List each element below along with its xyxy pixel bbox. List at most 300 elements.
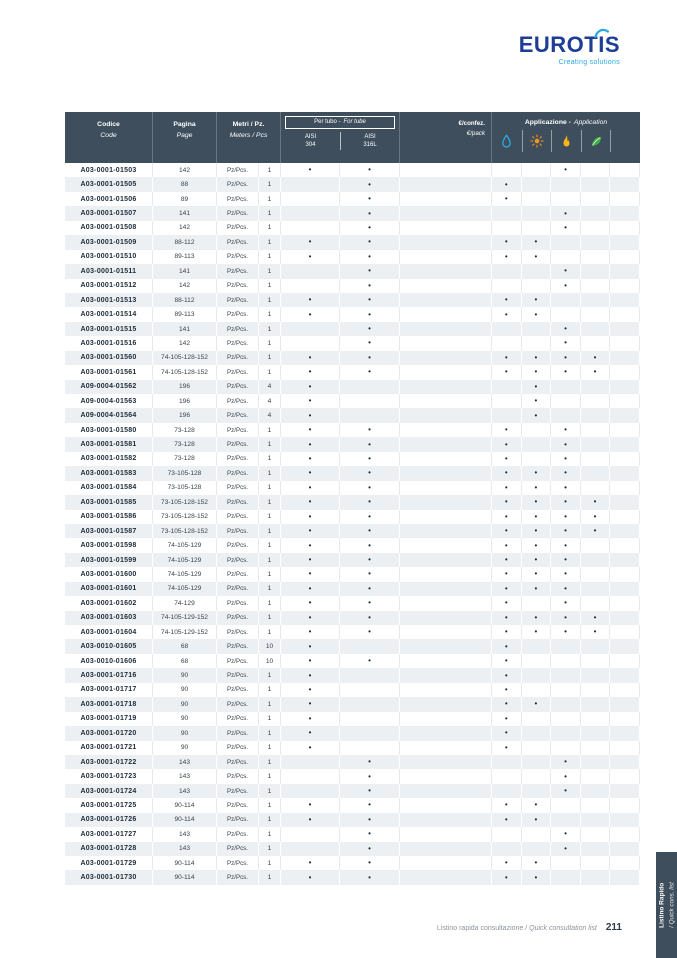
- cell-app-flame-icon: •: [551, 423, 581, 437]
- cell-aisi-316l: •: [340, 177, 400, 191]
- cell-qty: 1: [259, 538, 281, 552]
- cell-aisi-316l: •: [340, 625, 400, 639]
- cell-page: 142: [153, 163, 217, 177]
- cell-aisi-316l: •: [340, 784, 400, 798]
- cell-app-sun-icon: [522, 192, 552, 206]
- cell-unit: Pz/Pcs.: [217, 683, 259, 697]
- cell-app-leaf-icon: [581, 466, 611, 480]
- cell-app-sun-icon: [522, 668, 552, 682]
- water-drop-icon: [492, 130, 522, 152]
- cell-app-blank: [610, 250, 640, 264]
- cell-page: 141: [153, 206, 217, 220]
- cell-app-flame-icon: [551, 250, 581, 264]
- cell-app-blank: [610, 380, 640, 394]
- cell-aisi-316l: •: [340, 798, 400, 812]
- cell-app-blank: [610, 235, 640, 249]
- cell-qty: 10: [259, 654, 281, 668]
- cell-code: A03-0001-01725: [65, 798, 153, 812]
- cell-app-sun-icon: [522, 221, 552, 235]
- cell-app-blank: [610, 553, 640, 567]
- cell-qty: 1: [259, 235, 281, 249]
- cell-app-leaf-icon: •: [581, 365, 611, 379]
- cell-app-leaf-icon: [581, 798, 611, 812]
- table-row: [65, 279, 640, 293]
- table-row: [65, 206, 640, 220]
- cell-qty: 1: [259, 842, 281, 856]
- cell-page: 90: [153, 726, 217, 740]
- cell-page: 142: [153, 279, 217, 293]
- cell-app-leaf-icon: •: [581, 351, 611, 365]
- cell-app-leaf-icon: [581, 755, 611, 769]
- cell-pack-price: [400, 654, 492, 668]
- table-row: [65, 582, 640, 596]
- cell-app-flame-icon: •: [551, 163, 581, 177]
- cell-app-flame-icon: •: [551, 769, 581, 783]
- cell-aisi-316l: [340, 668, 400, 682]
- cell-unit: Pz/Pcs.: [217, 495, 259, 509]
- cell-qty: 1: [259, 813, 281, 827]
- cell-aisi-304: •: [281, 625, 340, 639]
- cell-unit: Pz/Pcs.: [217, 625, 259, 639]
- cell-app-sun-icon: •: [522, 235, 552, 249]
- cell-aisi-316l: •: [340, 365, 400, 379]
- cell-page: 196: [153, 380, 217, 394]
- cell-page: 90-114: [153, 870, 217, 884]
- cell-page: 196: [153, 408, 217, 422]
- cell-unit: Pz/Pcs.: [217, 322, 259, 336]
- cell-app-water-drop-icon: •: [492, 596, 522, 610]
- cell-app-leaf-icon: [581, 394, 611, 408]
- cell-app-leaf-icon: [581, 408, 611, 422]
- cell-aisi-316l: •: [340, 538, 400, 552]
- cell-page: 68: [153, 639, 217, 653]
- cell-unit: Pz/Pcs.: [217, 870, 259, 884]
- page-footer: [437, 922, 622, 933]
- cell-unit: Pz/Pcs.: [217, 611, 259, 625]
- cell-app-sun-icon: [522, 163, 552, 177]
- cell-app-water-drop-icon: •: [492, 856, 522, 870]
- cell-aisi-316l: [340, 394, 400, 408]
- cell-app-sun-icon: •: [522, 582, 552, 596]
- cell-pack-price: [400, 163, 492, 177]
- cell-pack-price: [400, 264, 492, 278]
- cell-app-blank: [610, 365, 640, 379]
- cell-pack-price: [400, 582, 492, 596]
- cell-aisi-316l: •: [340, 567, 400, 581]
- cell-app-sun-icon: [522, 712, 552, 726]
- cell-qty: 1: [259, 250, 281, 264]
- table-row: [65, 293, 640, 307]
- cell-aisi-304: [281, 177, 340, 191]
- cell-unit: Pz/Pcs.: [217, 510, 259, 524]
- cell-aisi-316l: [340, 683, 400, 697]
- cell-app-blank: [610, 741, 640, 755]
- cell-app-blank: [610, 351, 640, 365]
- cell-aisi-304: •: [281, 437, 340, 451]
- cell-app-blank: [610, 495, 640, 509]
- cell-pack-price: [400, 712, 492, 726]
- cell-qty: 1: [259, 177, 281, 191]
- cell-aisi-304: •: [281, 582, 340, 596]
- cell-app-leaf-icon: [581, 336, 611, 350]
- cell-qty: 1: [259, 221, 281, 235]
- cell-page: 90-114: [153, 798, 217, 812]
- cell-code: A03-0001-01509: [65, 235, 153, 249]
- cell-app-water-drop-icon: [492, 408, 522, 422]
- cell-app-flame-icon: [551, 712, 581, 726]
- cell-code: A03-0001-01585: [65, 495, 153, 509]
- cell-pack-price: [400, 380, 492, 394]
- cell-qty: 1: [259, 668, 281, 682]
- cell-app-sun-icon: •: [522, 380, 552, 394]
- cell-app-flame-icon: [551, 293, 581, 307]
- cell-aisi-316l: •: [340, 553, 400, 567]
- cell-pack-price: [400, 769, 492, 783]
- cell-app-sun-icon: [522, 336, 552, 350]
- cell-code: A03-0001-01721: [65, 741, 153, 755]
- cell-code: A03-0010-01606: [65, 654, 153, 668]
- cell-code: A09-0004-01563: [65, 394, 153, 408]
- cell-app-blank: [610, 784, 640, 798]
- cell-page: 89-113: [153, 307, 217, 321]
- table-row: [65, 596, 640, 610]
- cell-page: 73-128: [153, 437, 217, 451]
- cell-app-water-drop-icon: •: [492, 567, 522, 581]
- cell-pack-price: [400, 250, 492, 264]
- cell-app-leaf-icon: [581, 683, 611, 697]
- cell-app-leaf-icon: •: [581, 524, 611, 538]
- cell-app-leaf-icon: [581, 712, 611, 726]
- table-header: [65, 112, 640, 163]
- cell-app-blank: [610, 279, 640, 293]
- cell-unit: Pz/Pcs.: [217, 712, 259, 726]
- cell-app-blank: [610, 322, 640, 336]
- cell-app-blank: [610, 611, 640, 625]
- cell-app-water-drop-icon: •: [492, 712, 522, 726]
- cell-app-blank: [610, 668, 640, 682]
- cell-code: A03-0001-01718: [65, 697, 153, 711]
- cell-aisi-304: [281, 842, 340, 856]
- cell-app-water-drop-icon: [492, 322, 522, 336]
- cell-app-sun-icon: •: [522, 481, 552, 495]
- cell-unit: Pz/Pcs.: [217, 769, 259, 783]
- cell-pack-price: [400, 279, 492, 293]
- cell-app-water-drop-icon: •: [492, 466, 522, 480]
- cell-pack-price: [400, 639, 492, 653]
- cell-app-flame-icon: [551, 668, 581, 682]
- sun-icon: [522, 130, 552, 152]
- cell-app-leaf-icon: [581, 481, 611, 495]
- header-aisi-316l: AISI 316L: [340, 132, 399, 150]
- cell-app-water-drop-icon: •: [492, 510, 522, 524]
- side-tab-label: Listino Rapido / Quick cons. list: [657, 882, 675, 928]
- cell-qty: 1: [259, 192, 281, 206]
- cell-qty: 1: [259, 481, 281, 495]
- cell-qty: 1: [259, 596, 281, 610]
- cell-app-water-drop-icon: [492, 279, 522, 293]
- cell-pack-price: [400, 336, 492, 350]
- cell-app-blank: [610, 625, 640, 639]
- cell-qty: 1: [259, 510, 281, 524]
- cell-qty: 1: [259, 625, 281, 639]
- per-tube-label: Per tubo - For tube: [285, 116, 395, 129]
- cell-page: 74-105-129: [153, 567, 217, 581]
- cell-app-leaf-icon: [581, 639, 611, 653]
- cell-page: 143: [153, 842, 217, 856]
- cell-aisi-316l: [340, 408, 400, 422]
- table-row: [65, 639, 640, 653]
- cell-app-flame-icon: [551, 380, 581, 394]
- cell-aisi-316l: •: [340, 423, 400, 437]
- cell-aisi-316l: [340, 380, 400, 394]
- cell-qty: 1: [259, 827, 281, 841]
- cell-page: 89: [153, 192, 217, 206]
- cell-app-flame-icon: •: [551, 611, 581, 625]
- cell-aisi-304: •: [281, 726, 340, 740]
- cell-aisi-304: •: [281, 351, 340, 365]
- cell-app-blank: [610, 827, 640, 841]
- cell-aisi-304: •: [281, 639, 340, 653]
- cell-app-leaf-icon: [581, 596, 611, 610]
- cell-qty: 1: [259, 293, 281, 307]
- header-page: Pagina Page: [153, 112, 217, 163]
- cell-app-leaf-icon: [581, 250, 611, 264]
- cell-app-blank: [610, 264, 640, 278]
- table-row: [65, 380, 640, 394]
- cell-app-water-drop-icon: •: [492, 538, 522, 552]
- cell-app-water-drop-icon: •: [492, 611, 522, 625]
- cell-code: A03-0001-01598: [65, 538, 153, 552]
- table-row: [65, 177, 640, 191]
- cell-qty: 1: [259, 466, 281, 480]
- cell-app-flame-icon: [551, 798, 581, 812]
- cell-app-flame-icon: [551, 408, 581, 422]
- cell-app-blank: [610, 697, 640, 711]
- cell-aisi-316l: •: [340, 235, 400, 249]
- cell-app-sun-icon: •: [522, 798, 552, 812]
- cell-unit: Pz/Pcs.: [217, 423, 259, 437]
- cell-page: 73-128: [153, 452, 217, 466]
- cell-unit: Pz/Pcs.: [217, 726, 259, 740]
- cell-app-water-drop-icon: •: [492, 495, 522, 509]
- cell-app-blank: [610, 813, 640, 827]
- cell-pack-price: [400, 668, 492, 682]
- cell-app-leaf-icon: [581, 668, 611, 682]
- cell-aisi-304: •: [281, 567, 340, 581]
- cell-unit: Pz/Pcs.: [217, 206, 259, 220]
- cell-app-water-drop-icon: •: [492, 351, 522, 365]
- cell-code: A03-0001-01716: [65, 668, 153, 682]
- cell-qty: 4: [259, 394, 281, 408]
- cell-aisi-304: •: [281, 553, 340, 567]
- cell-app-water-drop-icon: •: [492, 798, 522, 812]
- cell-app-water-drop-icon: [492, 206, 522, 220]
- cell-page: 73-105-128-152: [153, 495, 217, 509]
- cell-pack-price: [400, 524, 492, 538]
- cell-aisi-316l: •: [340, 495, 400, 509]
- cell-code: A03-0001-01515: [65, 322, 153, 336]
- cell-app-blank: [610, 856, 640, 870]
- cell-qty: 1: [259, 755, 281, 769]
- cell-qty: 1: [259, 423, 281, 437]
- cell-page: 73-105-128: [153, 466, 217, 480]
- brand-logo: [519, 34, 620, 56]
- cell-qty: 1: [259, 856, 281, 870]
- cell-code: A03-0001-01514: [65, 307, 153, 321]
- cell-unit: Pz/Pcs.: [217, 668, 259, 682]
- cell-app-flame-icon: [551, 697, 581, 711]
- cell-aisi-316l: •: [340, 163, 400, 177]
- cell-aisi-316l: •: [340, 654, 400, 668]
- cell-page: 143: [153, 769, 217, 783]
- cell-app-water-drop-icon: •: [492, 437, 522, 451]
- cell-aisi-304: [281, 827, 340, 841]
- cell-aisi-304: •: [281, 423, 340, 437]
- cell-app-leaf-icon: [581, 163, 611, 177]
- cell-app-sun-icon: [522, 279, 552, 293]
- cell-app-leaf-icon: [581, 322, 611, 336]
- table-row: [65, 466, 640, 480]
- cell-qty: 1: [259, 712, 281, 726]
- cell-app-flame-icon: •: [551, 510, 581, 524]
- cell-code: A03-0001-01510: [65, 250, 153, 264]
- cell-aisi-304: •: [281, 293, 340, 307]
- cell-unit: Pz/Pcs.: [217, 264, 259, 278]
- cell-app-flame-icon: •: [551, 452, 581, 466]
- cell-app-water-drop-icon: [492, 394, 522, 408]
- cell-aisi-304: •: [281, 495, 340, 509]
- cell-pack-price: [400, 798, 492, 812]
- cell-qty: 1: [259, 336, 281, 350]
- cell-pack-price: [400, 394, 492, 408]
- table-row: [65, 798, 640, 812]
- cell-page: 74-129: [153, 596, 217, 610]
- cell-app-leaf-icon: [581, 221, 611, 235]
- cell-qty: 1: [259, 437, 281, 451]
- cell-pack-price: [400, 452, 492, 466]
- cell-code: A03-0001-01723: [65, 769, 153, 783]
- cell-aisi-304: •: [281, 452, 340, 466]
- cell-app-flame-icon: •: [551, 596, 581, 610]
- cell-unit: Pz/Pcs.: [217, 365, 259, 379]
- cell-app-leaf-icon: [581, 567, 611, 581]
- flame-icon: [551, 130, 581, 152]
- cell-app-flame-icon: •: [551, 553, 581, 567]
- cell-app-water-drop-icon: •: [492, 192, 522, 206]
- cell-aisi-316l: [340, 726, 400, 740]
- cell-app-sun-icon: •: [522, 250, 552, 264]
- cell-app-water-drop-icon: •: [492, 870, 522, 884]
- cell-app-leaf-icon: [581, 784, 611, 798]
- cell-app-flame-icon: [551, 870, 581, 884]
- cell-aisi-304: •: [281, 250, 340, 264]
- cell-app-sun-icon: •: [522, 524, 552, 538]
- cell-unit: Pz/Pcs.: [217, 466, 259, 480]
- cell-app-flame-icon: •: [551, 582, 581, 596]
- cell-pack-price: [400, 596, 492, 610]
- cell-aisi-304: •: [281, 813, 340, 827]
- cell-aisi-316l: •: [340, 264, 400, 278]
- cell-app-water-drop-icon: [492, 336, 522, 350]
- cell-app-blank: [610, 452, 640, 466]
- cell-pack-price: [400, 813, 492, 827]
- header-aisi-304: AISI 304: [304, 134, 317, 148]
- cell-app-blank: [610, 293, 640, 307]
- cell-app-blank: [610, 163, 640, 177]
- cell-qty: 1: [259, 697, 281, 711]
- table-row: [65, 755, 640, 769]
- cell-aisi-304: •: [281, 466, 340, 480]
- cell-aisi-316l: •: [340, 466, 400, 480]
- cell-app-flame-icon: [551, 192, 581, 206]
- cell-aisi-316l: •: [340, 336, 400, 350]
- cell-app-blank: [610, 394, 640, 408]
- cell-code: A03-0001-01729: [65, 856, 153, 870]
- cell-app-water-drop-icon: [492, 163, 522, 177]
- table-row: [65, 394, 640, 408]
- cell-app-leaf-icon: [581, 293, 611, 307]
- cell-page: 68: [153, 654, 217, 668]
- footer-label: Listino rapida consultazione / Quick consultation list: [436, 925, 597, 932]
- cell-aisi-304: •: [281, 524, 340, 538]
- cell-pack-price: [400, 495, 492, 509]
- cell-code: A03-0001-01581: [65, 437, 153, 451]
- cell-pack-price: [400, 365, 492, 379]
- cell-app-blank: [610, 798, 640, 812]
- cell-qty: 1: [259, 452, 281, 466]
- cell-unit: Pz/Pcs.: [217, 293, 259, 307]
- cell-page: 90-114: [153, 856, 217, 870]
- header-meters-pcs: Metri / Pz. Meters / Pcs: [217, 112, 281, 163]
- cell-pack-price: [400, 408, 492, 422]
- cell-app-leaf-icon: [581, 726, 611, 740]
- cell-page: 143: [153, 755, 217, 769]
- cell-qty: 1: [259, 611, 281, 625]
- table-row: [65, 437, 640, 451]
- cell-aisi-304: •: [281, 510, 340, 524]
- cell-aisi-316l: •: [340, 856, 400, 870]
- cell-unit: Pz/Pcs.: [217, 192, 259, 206]
- cell-unit: Pz/Pcs.: [217, 553, 259, 567]
- cell-unit: Pz/Pcs.: [217, 235, 259, 249]
- cell-aisi-304: •: [281, 654, 340, 668]
- table-row: [65, 712, 640, 726]
- cell-app-leaf-icon: •: [581, 510, 611, 524]
- header-per-tube: [281, 112, 400, 163]
- cell-app-sun-icon: [522, 177, 552, 191]
- cell-aisi-316l: •: [340, 452, 400, 466]
- cell-app-blank: [610, 466, 640, 480]
- cell-app-leaf-icon: [581, 870, 611, 884]
- table-row: [65, 741, 640, 755]
- cell-app-flame-icon: [551, 307, 581, 321]
- cell-pack-price: [400, 510, 492, 524]
- cell-page: 88-112: [153, 235, 217, 249]
- cell-app-leaf-icon: •: [581, 625, 611, 639]
- table-row: [65, 524, 640, 538]
- table-row: [65, 683, 640, 697]
- cell-code: A03-0001-01506: [65, 192, 153, 206]
- table-row: [65, 322, 640, 336]
- cell-aisi-316l: •: [340, 611, 400, 625]
- cell-code: A03-0001-01600: [65, 567, 153, 581]
- table-row: [65, 813, 640, 827]
- cell-aisi-316l: •: [340, 524, 400, 538]
- table-row: [65, 221, 640, 235]
- cell-app-water-drop-icon: [492, 769, 522, 783]
- cell-app-water-drop-icon: •: [492, 177, 522, 191]
- cell-aisi-316l: [340, 712, 400, 726]
